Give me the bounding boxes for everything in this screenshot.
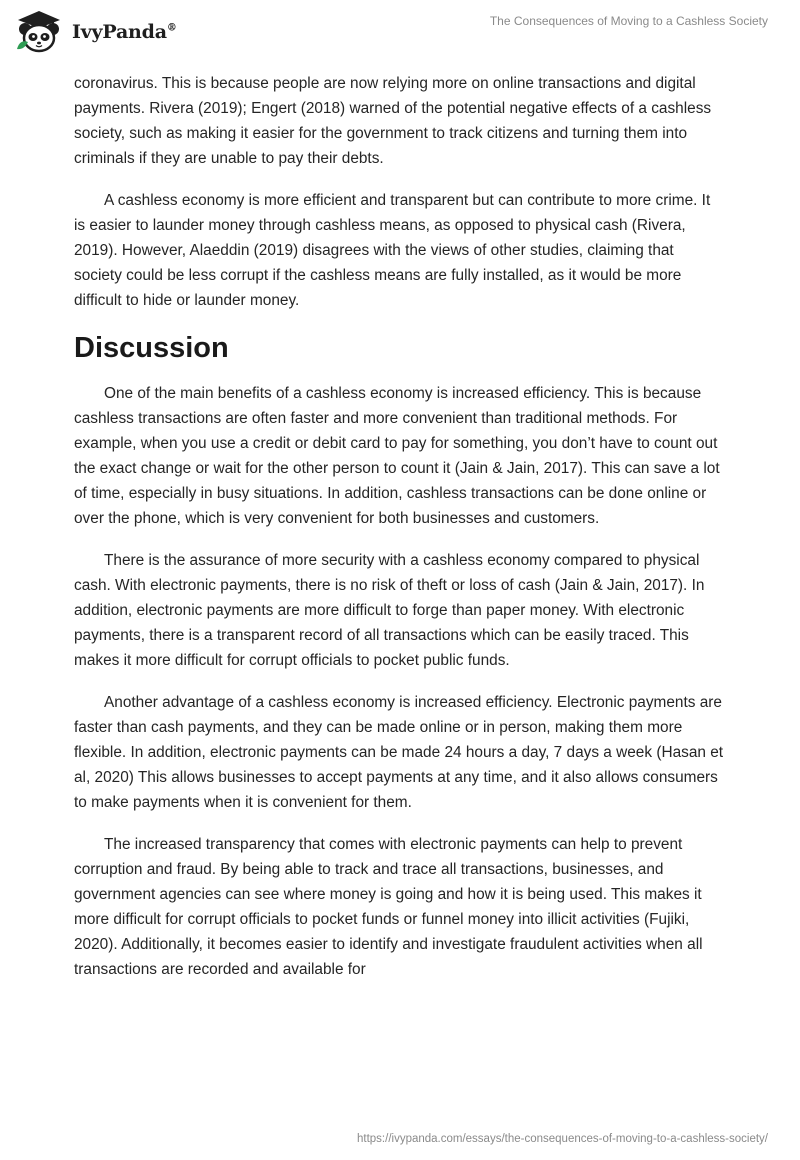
paragraph-1: coronavirus. This is because people are now relying more on online transactions and digital payments. Rivera (2019); Engert (2018) warned of the potential negative effects of a cashless society, such as making it easier for the government to track citizens and turning them into criminals if they are unable to pay their debts. [74, 75, 712, 167]
paragraph-4: There is the assurance of more security with a cashless economy compared to physical cash. With electronic payments, there is no risk of theft or loss of cash (Jain & Jain, 2017). In addition, electronic payments are more difficult to forge than paper money. With electronic payments, there is a transparent record of all transactions which can be easily traced. This makes it more difficult for corrupt officials to pocket public funds. [74, 552, 705, 669]
brand-name: IvyPanda® [72, 21, 177, 43]
paragraph-5: Another advantage of a cashless economy is increased efficiency. Electronic payments are faster than cash payments, and they can be made online or in person, making them more flexible. In addition, electronic payments can be made 24 hours a day, 7 days a week (Hasan et al, 2020) This allows businesses to accept payments at any time, and it also allows consumers to make payments when it is convenient for them. [74, 694, 724, 811]
section-heading-discussion: Discussion [74, 332, 229, 364]
brand-logo[interactable] [14, 8, 177, 56]
paragraph-2: A cashless economy is more efficient and transparent but can contribute to more crime. It is easier to launder money through cashless means, as opposed to physical cash (Rivera, 2019). However, Alaeddin (2019) disagrees with the views of other studies, claiming that society could be less corrupt if the cashless means are fully installed, as it would be more difficult to hide or launder money. [74, 192, 711, 309]
document-title: The Consequences of Moving to a Cashless Society [489, 14, 768, 28]
source-url: https://ivypanda.com/essays/the-consequences-of-moving-to-a-cashless-society/ [357, 1133, 768, 1145]
paragraph-6: The increased transparency that comes with electronic payments can help to prevent corruption and fraud. By being able to track and trace all transactions, businesses, and government agencies can see where money is going and how it is being used. This makes it more difficult for corrupt officials to pocket funds or funnel money into illicit activities (Fujiki, 2020). Additionally, it becomes easier to identify and investigate fraudulent activities when all transactions are recorded and available for [74, 836, 703, 978]
panda-graduate-icon [14, 9, 64, 55]
paragraph-3: One of the main benefits of a cashless economy is increased efficiency. This is because cashless transactions are often faster and more convenient than traditional methods. For example, when you use a credit or debit card to pay for something, you don’t have to count out the exact change or wait for the other person to count it (Jain & Jain, 2017). This can save a lot of time, especially in busy situations. In addition, cashless transactions can be done online or over the phone, which is very convenient for both businesses and customers. [74, 385, 720, 527]
page-header [0, 0, 800, 75]
essay-body [74, 71, 724, 999]
